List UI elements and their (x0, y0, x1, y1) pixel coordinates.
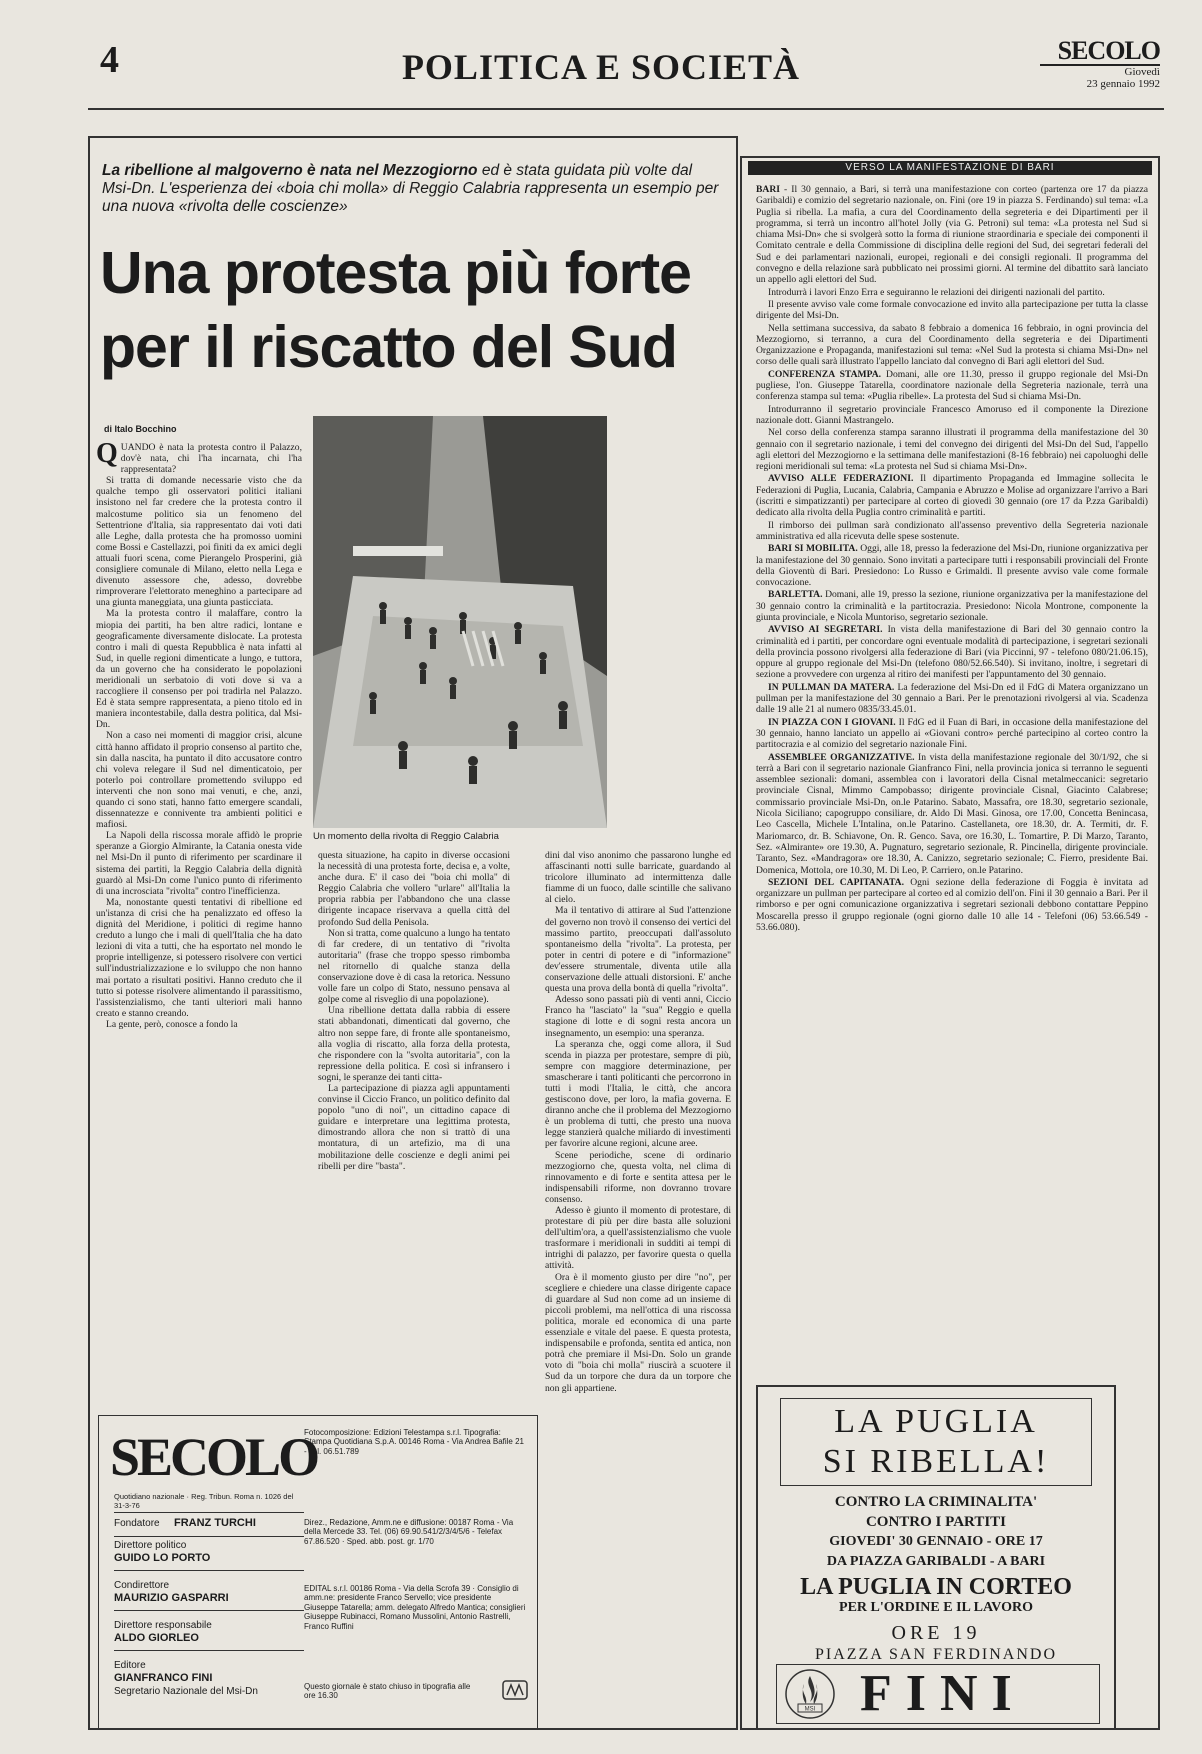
ad-place: PIAZZA SAN FERDINANDO (814, 1646, 1057, 1663)
colophon-divider (114, 1512, 304, 1513)
article-paragraph: La speranza che, oggi come allora, il Sud scenda in piazza per protestare, sempre di più, sempre con maggiore determinazione, per smascherare i tanti politicanti che percorrono in tutti i modi l'Italia, le città, che ancora gestiscono dove, per loro, la mafia governa. E diranno anche che il problema del Mezzogiorno è un problema di tutti, che presto una nuova legge stanzierà qualche miliardo di investimenti per favorire alcune regioni, alcune aree. (545, 1038, 731, 1150)
ad-time: ORE 19 (891, 1622, 981, 1644)
article-paragraph: Ma la protesta contro il malaffare, contro la miopia dei partiti, ha ben altre radici, lontane e geograficamente diversamente dislocate. La protesta contro i mali di questa Repubblica è nata infatti al Sud, in quelle regioni dimenticate a lungo, e tuttora, da un governo che ha considerato le popolazioni meridionali un serbatoio di voti dove si va a raccogliere il consenso per poi tradirla nel Palazzo. Ed è stata sempre rappresentata, a pieno titolo ed in maniera incontestabile, dalla destra politica, dal Msi-Dn. (96, 608, 302, 731)
article-paragraph: Scene periodiche, scene di ordinario mezzogiorno che, questa volta, nel clima di rinnovamento e di forte e sentita attesa per le indispensabili riforme, non dovranno trovare consenso. (545, 1149, 731, 1205)
responsible-director-name: ALDO GIORLEO (114, 1632, 199, 1644)
colophon-closing: Questo giornale è stato chiuso in tipografia alle ore 16.30 (304, 1682, 471, 1701)
announcement: SEZIONI DEL CAPITANATA. Ogni sezione della federazione di Foggia è invitata ad organizzare un pullman per partecipare al corteo ed al comizio dell'on. Fini il 30 gennaio a Bari. Per il rimborso e per ogni comunicazione organizzativa i segretari sezionali debbono contattare Peppino Moscarella presso il gruppo regionale (ogni giorno dalle 10 alle 14 - Telefoni (06) 53.66.549 - 53.66.080). (756, 876, 1148, 933)
founder-name: FRANZ TURCHI (174, 1517, 256, 1529)
headline-line-2: per il riscatto del Sud (100, 314, 677, 380)
condirector-name: MAURIZIO GASPARRI (114, 1592, 229, 1604)
colophon-logo: SECOLO (110, 1427, 318, 1487)
photo-caption: Un momento della rivolta di Reggio Calabria (313, 831, 499, 842)
ad-title-line-1: LA PUGLIA (834, 1403, 1038, 1440)
announcement: Il presente avviso vale come formale convocazione ed invito alla partecipazione per tutta la classe dirigente del Msi-Dn. (756, 298, 1148, 322)
article-paragraph: Ma il tentativo di attirare al Sud l'attenzione del governo non trovò il consenso dei vertici del massimo partito, preoccupati dall'assoluto spontaneismo della "rivolta". La protesta, per poter in centri di potere e di "informazione" dev'essere strumentale, diventa utile alla conservazione delle attuali distorsioni. E' anche questa una prova della bontà di quella "rivolta". (545, 905, 731, 995)
article-paragraph: Ma, nonostante questi tentativi di ribellione ed un'istanza di crisi che ha penalizzato ed offeso la dignità del Meridione, i politici di regime hanno creduto a lungo che i mali di quell'Italia che ha dato lezioni di vita a tutti, che ha esportato nel mondo le proprie intelligenze, si potessero risolvere con vertici sull'industrializzazione e lo sviluppo che non hanno mai portato a risultati positivi. Hanno creduto che il tutto si potesse risolvere alimentando il parassitismo, l'assistenzialismo, che tanti ulteriori mali hanno creato e stanno creando. (96, 896, 302, 1019)
msi-logo-text: MSI (804, 1706, 816, 1713)
announcement: Introdurrà i lavori Enzo Erra e seguiranno le relazioni dei dirigenti nazionali del partito. (768, 286, 1105, 298)
ad-title (780, 1398, 1092, 1486)
article-kicker (102, 162, 722, 216)
header-rule (88, 108, 1164, 110)
announcement: CONFERENZA STAMPA. Domani, alle ore 11.30, presso il gruppo regionale del Msi-Dn pugliese, l'on. Giuseppe Tatarella, coordinatore nazionale della Segreteria nazionale, terrà una conferenza stampa sul tema: «Puglia ribelle». La protesta del Sud si chiama Msi-Dn. (756, 368, 1148, 403)
announcement: Nel corso della conferenza stampa saranno illustrati il programma della manifestazione del 30 gennaio con il segretario nazionale, i temi del convegno dei dirigenti del Msi-Dn del Sud, l'appello agli elettori del Mezzogiorno e la settimana delle manifestazioni (8-16 febbraio) nei capoluoghi delle regioni meridionali sul tema: «La protesta nel Sud si chiama Msi-Dn». (756, 427, 1148, 473)
political-director-label: Direttore politico (114, 1540, 187, 1551)
colophon-edital: EDITAL s.r.l. 00186 Roma - Via della Scrofa 39 · Consiglio di amm.ne: presidente Franco Servello; vice presidente Giuseppe Tatarella; amm. delegato Alfredo Mantica; consiglieri Giuseppe Rubinacci, Romano Mussolini, Antonio Rastrelli, Franco Ruffini (304, 1584, 526, 1631)
announcement: BARI SI MOBILITA. Oggi, alle 18, presso la federazione del Msi-Dn, riunione organizzativa per la manifestazione del 30 gennaio. Sono invitati a partecipare tutti i responsabili provinciali del Fronte della Gioventù di Bari. Presiedono: Lo Russo e Grimaldi. Il presente avviso vale come formale convocazione. (756, 543, 1148, 589)
article-paragraph: Adesso è giunto il momento di protestare, di protestare di più per dire basta alle soluzioni dell'ultim'ora, a quell'assistenzialismo che vuole trasformare i meridionali in sudditi ai tempi di intrighi di palazzo, per favorire questa o quella attività. (545, 1205, 731, 1272)
article-paragraph: La partecipazione di piazza agli appuntamenti convinse il Ciccio Franco, un politico definito dal popolo "uno di noi", un cittadino capace di guidare e interpretare una legittima protesta, dimostrando allora che non si trattò di una montatura, di un artefizio, ma di una mobilitazione delle coscienze e degli animi pei ribelli per dire "basta". (318, 1082, 510, 1172)
political-director-name: GUIDO LO PORTO (114, 1552, 211, 1564)
sidebar-title: VERSO LA MANIFESTAZIONE DI BARI (748, 161, 1152, 175)
announcement: AVVISO AI SEGRETARI. In vista della manifestazione di Bari del 30 gennaio contro la criminalità ed i partiti, per concordare ogni eventuale modalità di partecipazione, i segretari sezionali della provincia possono rivolgersi alla federazione di Bari (via Piccinni, 97 - telefono 080/21.06.15), oppure al gruppo regionale del Msi-Dn (telefono 080/52.66.540). Si invitano, inoltre, i segretari di sezione a provvedere con urgenza al ritiro dei manifesti per l'appuntamento del 30 gennaio. (756, 624, 1148, 681)
colophon-divider (114, 1536, 304, 1537)
article-byline: di Italo Bocchino (104, 424, 177, 434)
announcement: ASSEMBLEE ORGANIZZATIVE. In vista della manifestazione regionale del 30/1/92, che si terrà a Bari con il segretario nazionale Gianfranco Fini, nella provincia jonica si terranno le seguenti assemblee sezionali: domani, assemblea con i lavoratori della Cisnal metalmeccanici: segretario provinciale Cisnal, Mimmo Campobasso; dirigente provinciale Cisnal, Giacinto Calabrese; commissario provinciale Msi-Dn, on.le Patarino. Sabato, Massafra, ore 18.30, segretario sezionale, Nicola Siciliano; capogruppo consiliare, dr. Aldo Di Masi. Ginosa, ore 17.00, Concetta Benincasa, Leo Cascella, Michele L'Intalina, on.le Patarino. Castellaneta, ore 18.30, dr. A. Termiti, dr. F. Mariomarco, dr. B. Schiavone, On. R. Genco. Sava, ore 16.30, L. Tomartire, P. Di Marzo, Taranto, Sez. «Almirante» ore 19.30, A. Pugnaturo, segretario sezionale, R. Pincinella, dirigente provinciale. Taranto, Sez. «Mandragora» ore 18.30, A. Canizzo, segretario sezionale; C. Fierro, presidente Bai. Domenica, Mottola, ore 10.30, M. Di Leo, P. Carriero, on.le Patarino. (756, 751, 1148, 876)
ad-line: GIOVEDI' 30 GENNAIO - ORE 17 (829, 1534, 1043, 1549)
crowd-street-photo (313, 416, 607, 828)
article-paragraph: QUANDO è nata la protesta contro il Palazzo, dov'è nata, chi l'ha incarnata, chi l'ha rappresentata? (96, 442, 302, 476)
kicker-text: ed è stata guidata più volte dal Msi-Dn. L'esperienza dei «boia chi molla» di Reggio Calabria rappresenta un esempio per una nuova «rivolta delle coscienze» (102, 162, 719, 215)
article-paragraph: Una ribellione dettata dalla rabbia di essere stati abbandonati, dimenticati dal governo, che altro non seppe fare, di fronte alle spontaneismo, alla voglia di riscatto, alla forza della protesta, che rispondere con la "svolta autoritaria", con la repressione della politica. E così si infransero i sogni, le speranze dei tanti citta- (318, 1005, 510, 1083)
headline-line-1: Una protesta più forte (100, 240, 691, 306)
article-column-1 (96, 442, 302, 1386)
masthead-logo: SECOLO (1040, 38, 1160, 66)
ad-name: FINI (860, 1665, 1026, 1722)
publisher-role: Segretario Nazionale del Msi-Dn (114, 1686, 258, 1697)
ad-headline: LA PUGLIA IN CORTEO (800, 1574, 1072, 1600)
ad-line: CONTRO LA CRIMINALITA' (834, 1494, 1038, 1510)
article-paragraph: Non si tratta, come qualcuno a lungo ha tentato di far credere, di un tentativo di "rivolta autoritaria" (frase che troppo spesso rimbomba nel ritornello di qualche stanza della conservazione dove è di casa la retorica. Nessuno volle fare un colpo di Stato, nessuno pensava al golpe come al risveglio di una popolazione). (318, 927, 510, 1006)
page-number: 4 (100, 39, 119, 81)
announcement: Introdurranno il segretario provinciale Francesco Amoruso ed il componente la Direzione nazionale dott. Gianni Mastrangelo. (756, 403, 1148, 426)
announcement: AVVISO ALLE FEDERAZIONI. Il dipartimento Propaganda ed Immagine sollecita le Federazioni di Puglia, Lucania, Calabria, Campania e Abruzzo e Molise ad organizzare l'arrivo a Bari (iscritti e simpatizzanti) per partecipare al corteo di giovedì 30 gennaio (ore 17 da P.zza Garibaldi) dedicato alla rivolta della Puglia contro criminalità e partiti. (756, 473, 1148, 519)
article-column-3 (545, 850, 731, 1730)
founder-label: Fondatore (114, 1518, 160, 1529)
announcement: Nella settimana successiva, da sabato 8 febbraio a domenica 16 febbraio, in ogni provincia del Mezzogiorno, si terranno, a cura del Coordinamento della segreteria e dei Dipartimenti Organizzazione e Propaganda, manifestazioni sul tema: «Nel Sud la protesta si chiama Msi-Dn» nel corso delle quali sarà illustrato l'appello lanciato dal convegno di Bari agli elettori del Sud. (756, 322, 1148, 368)
colophon-registration: Quotidiano nazionale · Reg. Tribun. Roma n. 1026 del 31-3-76 (114, 1492, 294, 1510)
article-paragraph: questa situazione, ha capito in diverse occasioni la necessità di una protesta forte, decisa e, a volte, anche dura. E' il caso dei "boia chi molla" di Reggio Calabria che vollero "urlare" all'Italia la propria rabbia per l'abbandono che una classe dirigente incapace riservava a quella città del profondo Sud della Penisola. (318, 850, 510, 928)
ad-line: DA PIAZZA GARIBALDI - A BARI (826, 1554, 1046, 1569)
announcement: IN PULLMAN DA MATERA. La federazione del Msi-Dn ed il FdG di Matera organizzano un pullman per la manifestazione del 30 gennaio a Bari. Per le prenotazioni rivolgersi al via. Scadenza dalle 19 alle 21 al numero 0835/33.45.01. (756, 681, 1148, 716)
colophon-editorial: Direz., Redazione, Amm.ne e diffusione: 00187 Roma - Via della Mercede 33. Tel. (06) 69.90.541/2/3/4/5/6 - Telefax 67.86.520 · Sped. abb. post. gr. 1/70 (304, 1518, 514, 1546)
ad-line: CONTRO I PARTITI (865, 1514, 1007, 1530)
masthead-weekday: Giovedì (1124, 66, 1160, 78)
ad-title-line-2: SI RIBELLA! (822, 1443, 1050, 1480)
publisher-label: Editore (114, 1660, 146, 1671)
publisher-name: GIANFRANCO FINI (114, 1672, 213, 1684)
article-paragraph: Adesso sono passati più di venti anni, Ciccio Franco ha "lasciato" la "sua" Reggio e quella stagione di lotte e di sogni resta ancora un insegnamento, un esempio: una speranza. (545, 994, 731, 1039)
masthead-date: 23 gennaio 1992 (1086, 78, 1160, 90)
masthead-small (1040, 38, 1160, 90)
condirector-label: Condirettore (114, 1580, 170, 1591)
msi-flame-logo-icon (784, 1668, 836, 1720)
section-title: POLITICA E SOCIETÀ (401, 47, 801, 87)
announcement: IN PIAZZA CON I GIOVANI. Il FdG ed il Fuan di Bari, in occasione della manifestazione del 30 gennaio, hanno lanciato un appello ai «Giovani contro» perché partecipino al corteo contro la partitocrazia e al comizio del segretario nazionale Fini. (756, 716, 1148, 751)
colophon-divider (114, 1610, 304, 1611)
colophon-typesetting: Fotocomposizione: Edizioni Telestampa s.r.l. Tipografia: Stampa Quotidiana S.p.A. 00146 Roma - Via Andrea Bafile 21 - Tel. 06.51.789 (304, 1428, 524, 1456)
union-badge-icon (502, 1680, 528, 1700)
article-headline (100, 236, 740, 384)
announcement: BARLETTA. Domani, alle 19, presso la sezione, riunione organizzativa per la manifestazione del 30 gennaio contro la criminalità e la partitocrazia. Presiedono: Nicola Montrone, componente la giunta provinciale, e Nicola Muntoriso, segretario sezionale. (756, 589, 1148, 623)
responsible-director-label: Direttore responsabile (114, 1620, 212, 1631)
colophon-divider (114, 1570, 304, 1571)
article-paragraph: Non a caso nei momenti di maggior crisi, alcune città hanno affidato il proprio consenso al partito che, sin dalla nascita, ha puntato il dito accusatore contro chi voleva relegare il Sud nel dimenticatoio, per poterlo poi controllare promettendo sviluppo ed interventi che non sono mai venuti, e che, anzi, quando ci sono stati, hanno fatto emergere scandali, dissennatezze e connivente tra ambienti politici e mafiosi. (96, 730, 302, 831)
article-column-2 (318, 850, 510, 1386)
dropcap: Q (96, 442, 118, 469)
ad-line: PER L'ORDINE E IL LAVORO (839, 1600, 1033, 1615)
announcement: Il rimborso dei pullman sarà condizionato all'assenso preventivo della Segreteria nazionale amministrativa ed alla ricevuta delle spese sostenute. (756, 519, 1148, 542)
sidebar-announcements (756, 184, 1148, 1370)
article-paragraph: Si tratta di domande necessarie visto che da qualche tempo gli osservatori politici italiani insistono nel far credere che la protesta contro il malcostume politico sia un fenomeno del Settentrione d'Italia, sia rappresentato dai voti dati alle Leghe, dalla protesta che ha promosso uomini come Bossi e Castellazzi, poi finiti da ex amici degli attuali fuori scena, come Pierangelo Prosperini, già consigliere comunale di Milano, eletto nella Lega e divenuto assessore che, adesso, dovrebbe rimproverare l'elettorato meneghino a partecipare ad una giunta maneggiata, una giunta pasticciata. (96, 475, 302, 609)
colophon-divider (114, 1650, 304, 1651)
article-paragraph: dini dal viso anonimo che passarono lunghe ed affascinanti notti sulle barricate, guardando al tricolore illuminato ad intermittenza dalle fiamme di un fuoco, dalle scintille che salivano al cielo. (545, 850, 731, 906)
article-paragraph: Ora è il momento giusto per dire "no", per scegliere e chiedere una classe dirigente capace di guardare al Sud non come ad un insieme di piccoli problemi, ma nell'ottica di una riscossa politica, morale ed economica di una parte essenziale e vitale del paese. E questa protesta, indispensabile e profonda, sentita ed antica, non potrà che premiare il Msi-Dn. Solo un grande voto di "boia chi molla" riuscirà a scuotere il Sud da un torpore che dura da un torpore che non gli appartiene. (545, 1271, 731, 1394)
article-paragraph: La Napoli della riscossa morale affidò le proprie speranze a Giorgio Almirante, la Catania onesta vide nel Msi-Dn il punto di riferimento per scardinare il sistema dei partiti, la Reggio Calabria della dignità guardò al Msi-Dn come l'unico punto di riferimento di una incrosciata "rivolta" contro l'inefficienza. (96, 830, 302, 897)
article-paragraph: La gente, però, conosce a fondo la (106, 1018, 238, 1030)
article-photo (313, 416, 607, 828)
announcement: BARI - Il 30 gennaio, a Bari, si terrà una manifestazione con corteo (partenza ore 17 da piazza Garibaldi) e comizio del segretario nazionale, on. Fini (ore 19 in piazza S. Ferdinando) sul tema: «La Puglia si ribella. La mafia, a cura del Coordinamento della segreteria e dei Dipartimenti per il programma, si terrà un incontro all'hotel Jolly (via G. Petroni) sul tema: «La protesta nel Sud si chiama Msi-Dn» che si svolgerà sotto la forma di riunione straordinaria e speciale dei componenti il Comitato centrale e della Commissione di disciplina delle regioni del Sud, dei segretari federali del Sud e dei parlamentari nazionali, europei, regionali e dei consigli regionali. Il programma del convegno e della relazione sarà pubblicato nei prossimi giorni. Al termine del dibattito sarà lanciato un appello agli elettori del Sud. (756, 184, 1148, 286)
kicker-bold: La ribellione al malgoverno è nata nel Mezzogiorno (102, 162, 478, 179)
